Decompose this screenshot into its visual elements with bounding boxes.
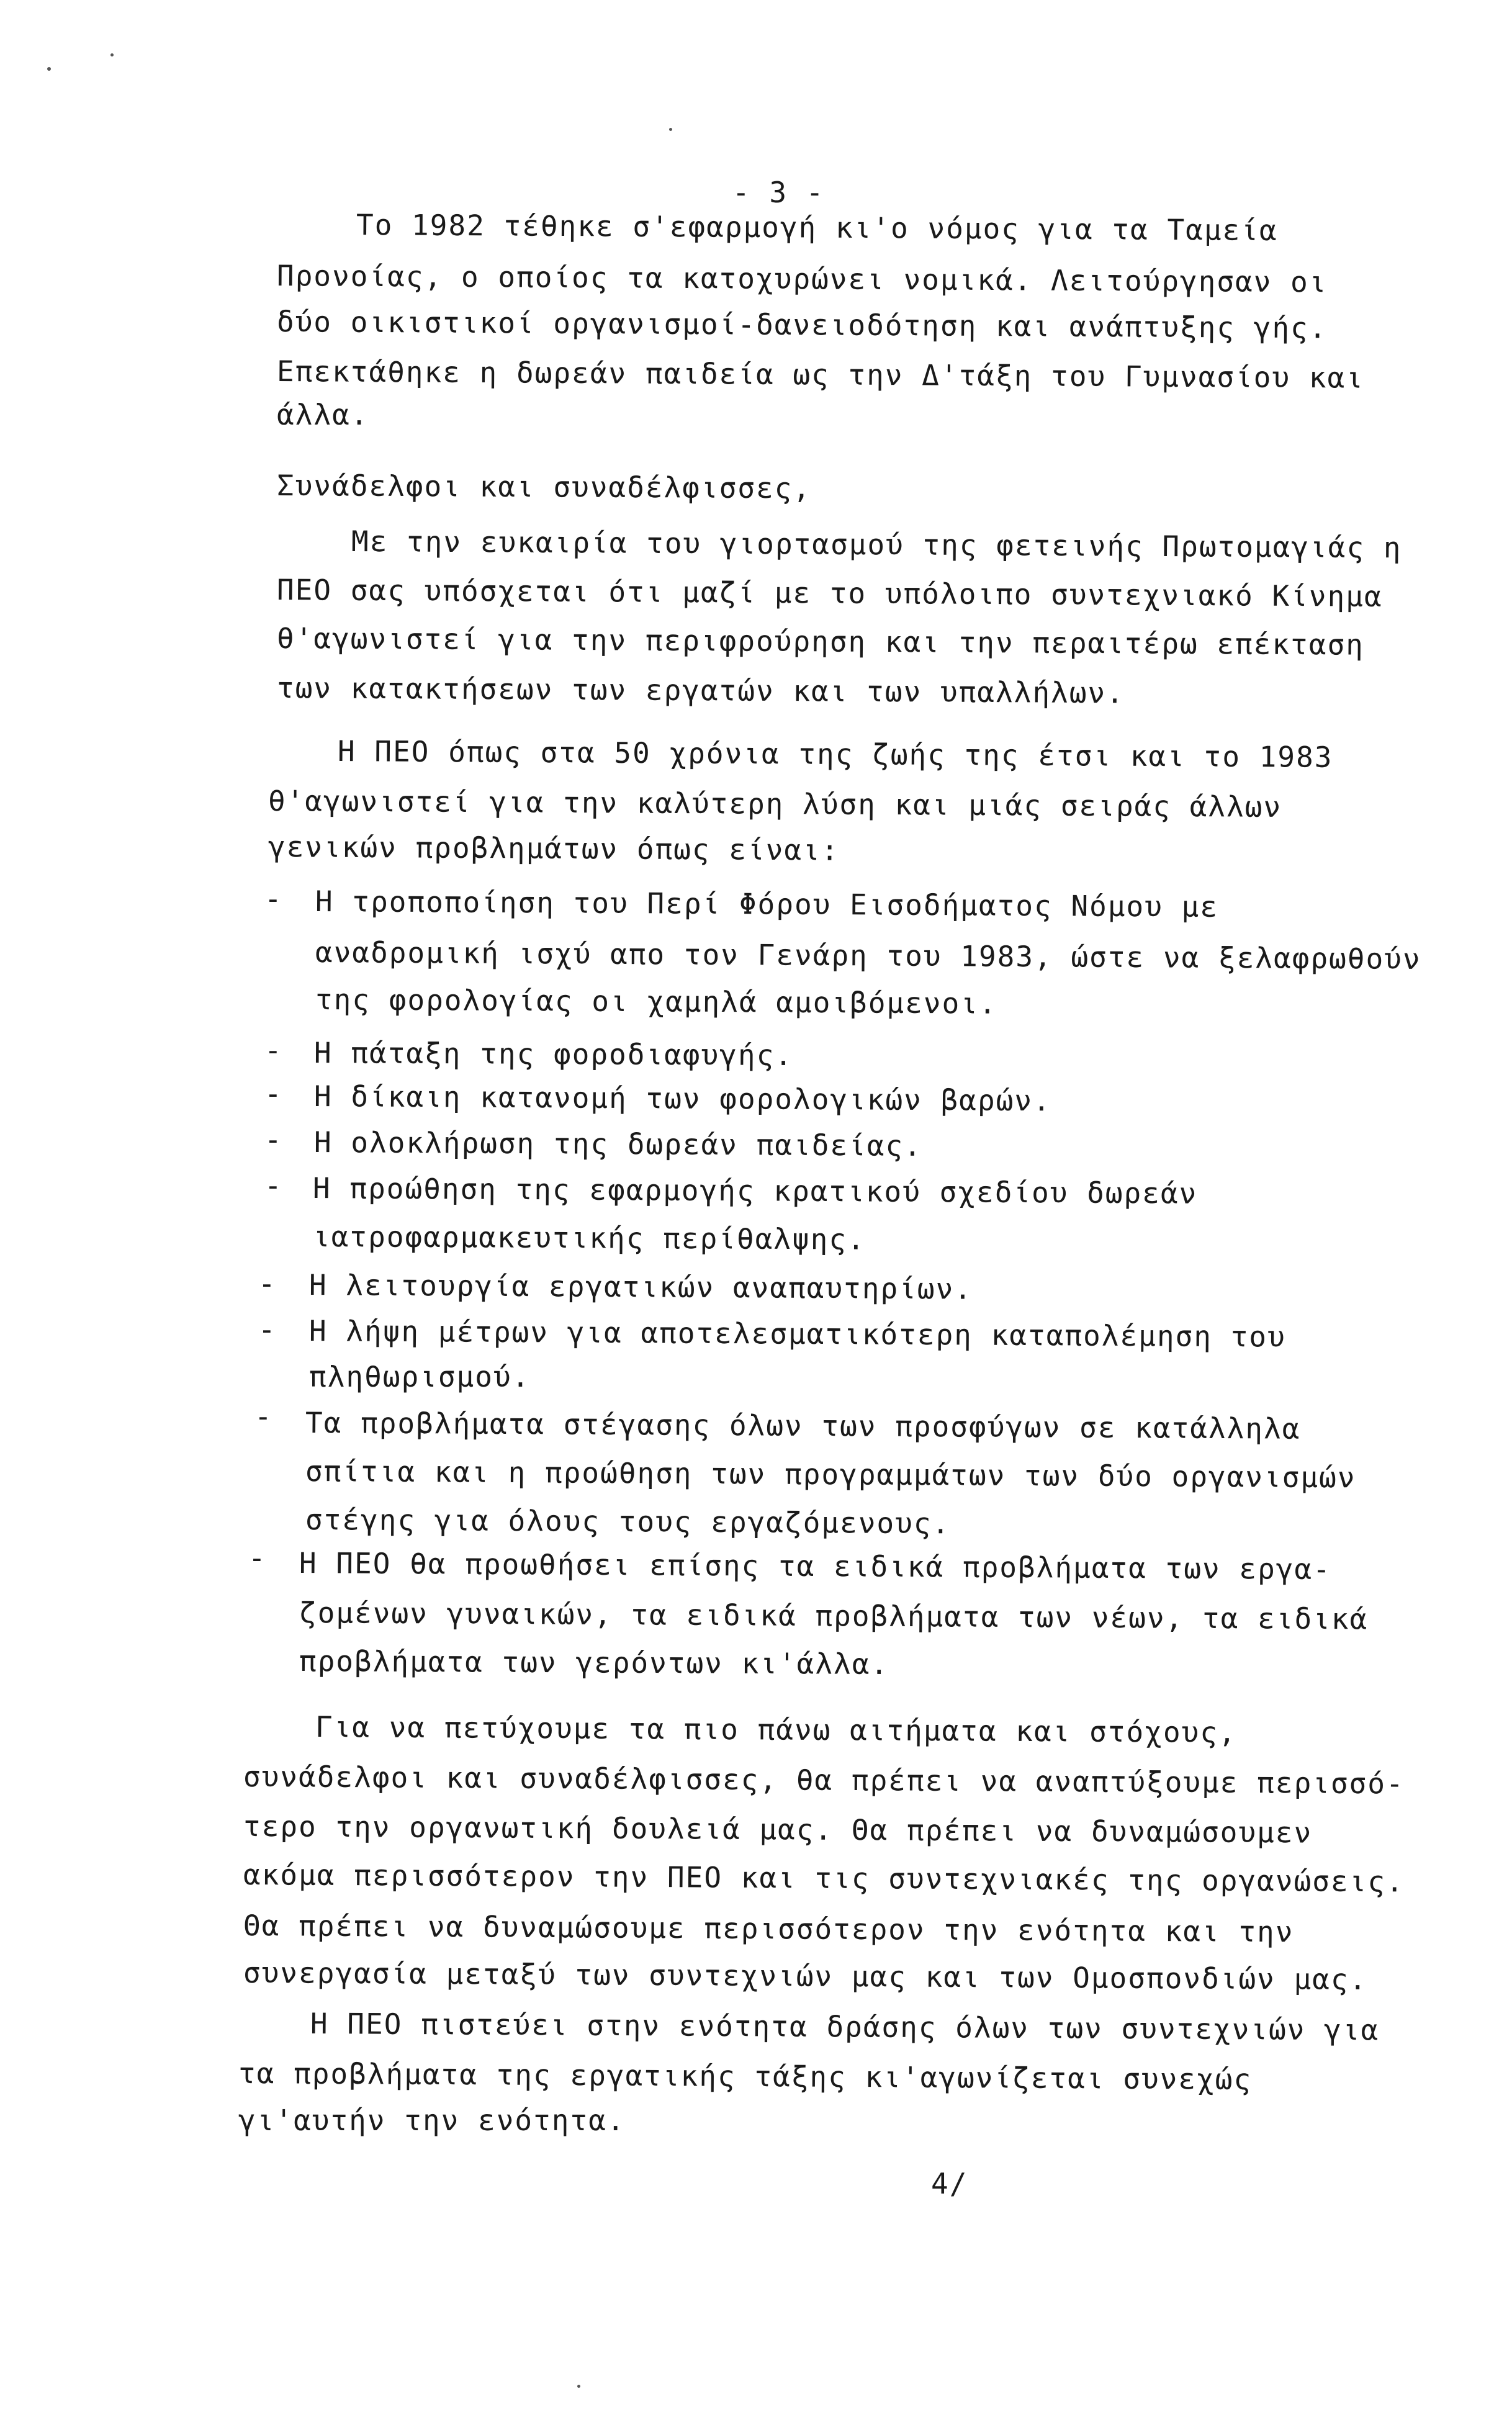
list-item-line: της φορολογίας οι χαμηλά αμοιβόμενοι. — [315, 983, 997, 1020]
paragraph-line: συνάδελφοι και συναδέλφισσες, θα πρέπει να αναπτύξουμε περισσό- — [243, 1760, 1405, 1801]
paragraph-line: δύο οικιστικοί οργανισμοί-δανειοδότηση και ανάπτυξης γής. — [276, 305, 1328, 345]
list-item-line: προβλήματα των γερόντων κι'άλλα. — [299, 1644, 889, 1681]
list-item-line: Η λειτουργία εργατικών αναπαυτηρίων. — [308, 1268, 973, 1306]
paragraph-line: τερο την οργανωτική δουλειά μας. Θα πρέπει να δυναμώσουμεν — [243, 1809, 1313, 1850]
list-marker: - — [258, 1267, 277, 1300]
list-item-line: Η δίκαιη κατανομή των φορολογικών βαρών. — [313, 1079, 1051, 1118]
list-marker: - — [264, 1033, 283, 1067]
paragraph-line: συνεργασία μεταξύ των συντεχνιών μας και των Ομοσπονδιών μας. — [243, 1956, 1368, 1997]
list-item-line: σπίτια και η προώθηση των προγραμμάτων των δύο οργανισμών — [305, 1454, 1356, 1495]
list-marker: - — [264, 882, 283, 916]
next-page-marker: 4/ — [931, 2167, 968, 2200]
list-marker: - — [258, 1313, 277, 1346]
scan-speck — [669, 128, 672, 131]
paragraph-line: Επεκτάθηκε η δωρεάν παιδεία ως την Δ'τάξη του Γυμνασίου και — [276, 354, 1365, 395]
paragraph-line: Προνοίας, ο οποίος τα κατοχυρώνει νομικά. Λειτούργησαν οι — [276, 259, 1328, 299]
list-item-line: Η πάταξη της φοροδιαφυγής. — [313, 1036, 794, 1073]
scan-speck — [577, 2385, 580, 2388]
paragraph-line: Το 1982 τέθηκε σ'εφαρμογή κι'ο νόμος για τα Ταμεία — [356, 208, 1278, 248]
paragraph-line: Με την ευκαιρία του γιορτασμού της φετεινής Πρωτομαγιάς η — [351, 524, 1402, 565]
paragraph-line: άλλα. — [277, 398, 369, 431]
paragraph-line: ΠΕΟ σας υπόσχεται ότι μαζί με το υπόλοιπο συντεχνιακό Κίνημα — [276, 573, 1383, 613]
scan-speck — [110, 53, 114, 56]
list-item-line: αναδρομική ισχύ απο τον Γενάρη του 1983, ώστε να ξελαφρωθούν — [315, 935, 1421, 976]
list-item-line: Η ολοκλήρωση της δωρεάν παιδείας. — [313, 1125, 923, 1163]
list-item-line: ιατροφαρμακευτικής περίθαλψης. — [312, 1220, 866, 1256]
paragraph-line: Θα πρέπει να δυναμώσουμε περισσότερον την ενότητα και την — [243, 1909, 1294, 1949]
paragraph-line: γενικών προβλημάτων όπως είναι: — [268, 830, 840, 867]
list-marker: - — [254, 1400, 273, 1433]
paragraph-line: των κατακτήσεων των εργατών και των υπαλλήλων. — [276, 671, 1125, 710]
list-marker: - — [248, 1541, 267, 1575]
page-number: - 3 - — [732, 176, 825, 209]
list-marker: - — [264, 1169, 283, 1202]
list-marker: - — [264, 1123, 283, 1156]
list-item-line: Η προώθηση της εφαρμογής κρατικού σχεδίου δωρεάν — [312, 1171, 1198, 1210]
paragraph-line: Η ΠΕΟ πιστεύει στην ενότητα δράσης όλων των συντεχνιών για — [310, 2007, 1380, 2047]
list-item-line: Η ΠΕΟ θα προωθήσει επίσης τα ειδικά προβλήματα των εργα- — [299, 1546, 1332, 1587]
list-item-line: Η τροποποίηση του Περί Φόρου Εισοδήματος Νόμου με — [315, 884, 1219, 924]
list-item-line: ζομένων γυναικών, τα ειδικά προβλήματα των νέων, τα ειδικά — [299, 1596, 1369, 1636]
paragraph-line: τα προβλήματα της εργατικής τάξης κι'αγωνίζεται συνεχώς — [238, 2056, 1253, 2096]
paragraph-line: γι'αυτήν την ενότητα. — [238, 2104, 626, 2137]
scan-speck — [47, 67, 51, 71]
list-marker: - — [264, 1077, 283, 1110]
paragraph-line: θ'αγωνιστεί για την καλύτερη λύση και μιάς σειράς άλλων — [268, 784, 1282, 824]
list-item-line: Η λήψη μέτρων για αποτελεσματικότερη καταπολέμηση του — [308, 1314, 1286, 1354]
list-item-line: πληθωρισμού. — [309, 1360, 531, 1393]
list-item-line: Τα προβλήματα στέγασης όλων των προσφύγων σε κατάλληλα — [305, 1406, 1301, 1446]
paragraph-line: ακόμα περισσότερον την ΠΕΟ και τις συντεχνιακές της οργανώσεις. — [243, 1858, 1405, 1899]
salutation: Συνάδελφοι και συναδέλφισσες, — [276, 469, 812, 505]
paragraph-line: Για να πετύχουμε τα πιο πάνω αιτήματα και στόχους, — [315, 1710, 1237, 1750]
paragraph-line: θ'αγωνιστεί για την περιφρούρηση και την περαιτέρω επέκταση — [276, 621, 1365, 662]
paragraph-line: Η ΠΕΟ όπως στα 50 χρόνια της ζωής της έτσι και το 1983 — [337, 734, 1333, 774]
list-item-line: στέγης για όλους τους εργαζόμενους. — [305, 1503, 951, 1541]
